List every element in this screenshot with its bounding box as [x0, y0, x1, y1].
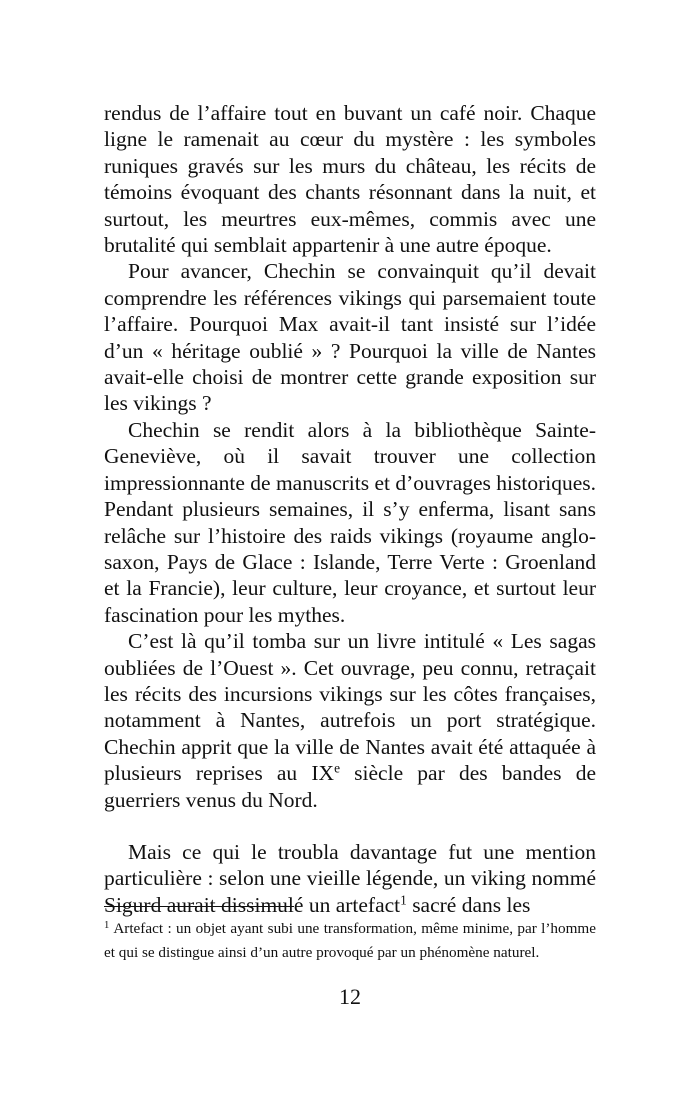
paragraph-4-text-end: siècle par des bandes de guerriers venus du Nord.	[104, 761, 596, 812]
paragraph-2: Pour avancer, Chechin se convainquit qu’il devait comprendre les références vikings qui parsemaient toute l’affaire. Pourquoi Max avait-il tant insisté sur l’idée d’un « héritage oublié » ? Pourquoi la ville de Nantes avait-elle choisi de montrer cette grande exposition sur les vikings ?	[104, 259, 596, 416]
paragraph-5-text-end: sacré dans les	[406, 892, 531, 917]
paragraph-3: Chechin se rendit alors à la bibliothèque Sainte-Geneviève, où il savait trouver une collection impressionnante de manuscrits et d’ouvrages historiques. Pendant plusieurs semaines, il s’y enferma, lisant sans relâche sur l’histoire des raids vikings (royaume anglo-saxon, Pays de Glace : Islande, Terre Verte : Groenland et la Francie), leur culture, leur croyance, et surtout leur fascination pour les mythes.	[104, 417, 597, 627]
paragraph-1: rendus de l’affaire tout en buvant un café noir. Chaque ligne le ramenait au cœur du mystère : les symboles runiques gravés sur les murs du château, les récits de témoins évoquant des chants résonnant dans la nuit, et surtout, les meurtres eux-mêmes, commis avec une brutalité qui semblait appartenir à une autre époque.	[104, 101, 596, 258]
paragraph-4-text: C’est là qu’il tomba sur un livre intitulé « Les sagas oubliées de l’Ouest ». Cet ouvrage, peu connu, retraçait les récits des incursions vikings sur les côtes françaises, notamment à Nantes, autrefois un port stratégique. Chechin apprit que la ville de Nantes avait été attaquée à plusieurs reprises au IX	[104, 629, 596, 786]
paragraph-5-text: Mais ce qui le troubla davantage fut une mention particulière : selon une vieille légende, un viking nommé Sigurd aurait dissimulé un artefact	[104, 839, 596, 917]
century-superscript: e	[334, 760, 340, 776]
footnote-marker: 1	[104, 920, 110, 932]
footnote-divider	[104, 906, 294, 907]
page-number: 12	[339, 984, 361, 1009]
footnote-reference: 1	[400, 892, 407, 908]
body-text	[104, 100, 596, 918]
paragraph-4	[104, 628, 596, 813]
footnote-text: Artefact : un objet ayant subi une transformation, même minime, par l’homme et qui se distingue ainsi d’un autre provoqué par un phénomène naturel.	[104, 920, 596, 961]
footnote	[104, 917, 596, 964]
